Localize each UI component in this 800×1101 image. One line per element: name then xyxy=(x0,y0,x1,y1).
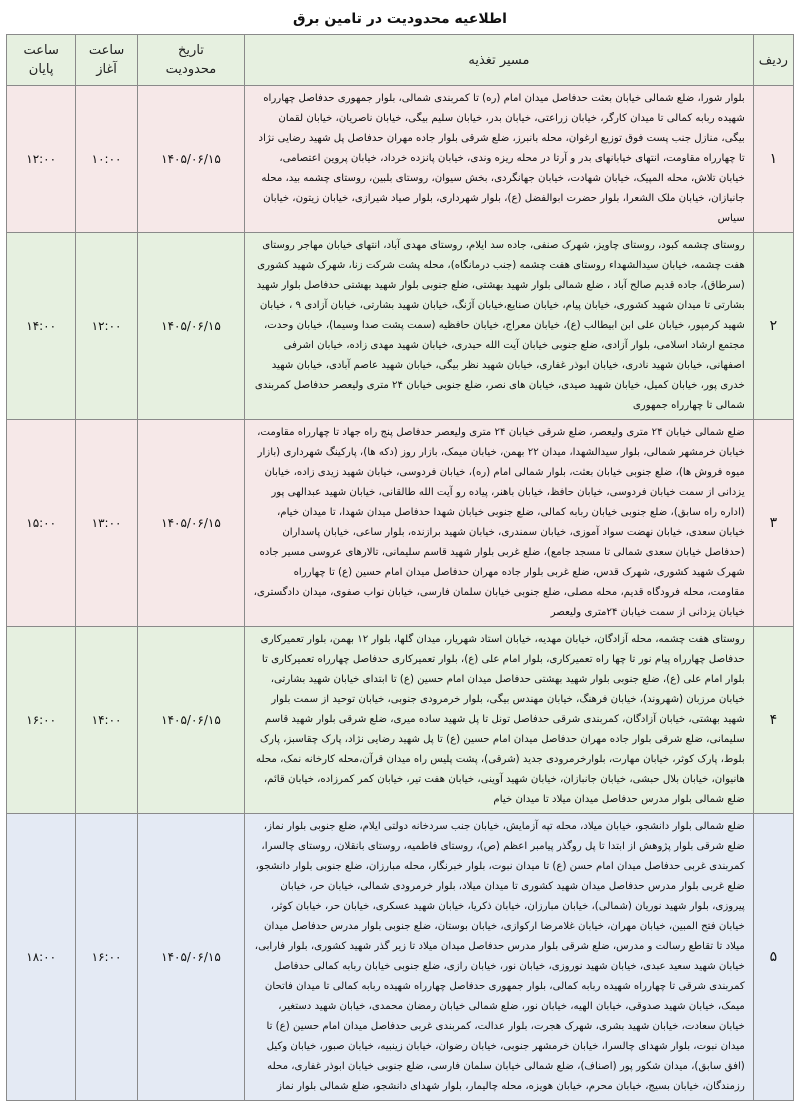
header-end-time: ساعت پایان xyxy=(7,35,76,86)
date-cell: ۱۴۰۵/۰۶/۱۵ xyxy=(137,814,244,1101)
row-number: ۳ xyxy=(753,420,793,627)
route-cell: روستای چشمه کبود، روستای چاویز، شهرک صنفی، جاده سد ایلام، روستای مهدی آباد، انتهای خیابان مهاجر روستای هفت چشمه، خیابان سیدالشهداء روستای هفت چشمه (جنب درمانگاه)، محله پشت شرکت زنا، شهرک شهید کشوری (سرطاق)، جاده قدیم صالح آباد ، ضلع شمالی بلوار شهید بهشتی، ضلع جنوبی بلوار شهید بهشتی حدفاصل بلوار شهید بشارتی تا میدان شهید کشوری، خیابان پیام، خیابان صنایع،خیابان آژنگ، خیابان شهید بشارتی، خیابان آزادی ۹ ، خیابان شهید کرمپور، خیابان علی ابن ابیطالب (ع)، خیابان معراج، خیابان حافظیه (سمت پشت صدا وسیما)، خیابان وحدت، مجتمع ارشاد اسلامی، بلوار آزادی، ضلع جنوبی خیابان آیت الله حیدری، خیابان شهید مهدی زاده، خیابان اشرفی اصفهانی، خیابان شهید نادری، خیابان ابوذر غفاری، خیابان شهید نظر بیگی، خیابان شهید عاصم آبادی، خیابان شهید خدری پور، خیابان کمیل، خیابان شهید صیدی، خیابان های نصر، ضلع جنوبی خیابان ۲۴ متری ولیعصر حدفاصل کمربندی شمالی تا چهارراه جمهوری xyxy=(245,233,754,420)
header-start-time: ساعت آغاز xyxy=(76,35,137,86)
table-row xyxy=(7,627,794,814)
end-time-cell: ۱۸:۰۰ xyxy=(7,814,76,1101)
row-number: ۵ xyxy=(753,814,793,1101)
page-title: اطلاعیه محدودیت در تامین برق xyxy=(293,11,507,27)
start-time-cell: ۱۲:۰۰ xyxy=(76,233,137,420)
row-number: ۲ xyxy=(753,233,793,420)
header-date: تاریخ محدودیت xyxy=(137,35,244,86)
table-row xyxy=(7,814,794,1101)
route-cell: روستای هفت چشمه، محله آزادگان، خیابان مهدیه، خیابان استاد شهریار، میدان گلها، بلوار ۱۲ بهمن، بلوار تعمیرکاری حدفاصل چهارراه پیام نور تا چها راه تعمیرکاری، بلوار امام علی (ع)، بلوار تعمیرکاری حدفاصل چهارراه تعمیرکاری تا بلوار امام علی (ع)، ضلع جنوبی بلوار شهید بهشتی حدفاصل میدان امام حسین (ع) تا ابتدای خیابان شهید بشارتی، خیابان مرزبان (شهروند)، خیابان فرهنگ، خیابان مهندس بیگی، بلوار خرمرودی جنوبی، خیابان توحید از سمت بلوار شهید بهشتی، خیابان آزادگان، کمربندی شرقی حدفاصل تونل تا پل شهید ساده میری، ضلع شرقی بلوار شهید قاسم سلیمانی، ضلع شرقی بلوار جاده مهران حدفاصل میدان امام حسین (ع) تا پل شهید رضایی نژاد، پارک چقاسبز، پارک بلوط، پارک کوثر، خیابان مهارت، بلوارخرمرودی جدید (شرقی)، پشت پلیس راه میدان قرآن،محله کارخانه نمک، محله هانیوان، خیابان بلال حبشی، خیابان جانبازان، خیابان شهید آوینی، خیابان هفت تیر، خیابان کمر کمرزاده، خیابان قائم، ضلع شمالی بلوار مدرس حدفاصل میدان میلاد تا میدان خیام xyxy=(245,627,754,814)
table-row xyxy=(7,233,794,420)
start-time-cell: ۱۶:۰۰ xyxy=(76,814,137,1101)
outage-schedule-table xyxy=(6,34,794,1101)
end-time-cell: ۱۲:۰۰ xyxy=(7,86,76,233)
date-cell: ۱۴۰۵/۰۶/۱۵ xyxy=(137,233,244,420)
route-cell: ضلع شمالی بلوار دانشجو، خیابان میلاد، محله تپه آزمایش، خیابان جنب سردخانه دولتی ایلام، ضلع جنوبی بلوار نماز، ضلع شرقی بلوار پژوهش از ابتدا تا پل روگذر پیامبر اعظم (ص)، روستای فاطمیه، روستای بانقلان، روستای چالسرا، کمربندی غربی حدفاصل میدان امام حسن (ع) تا میدان نبوت، بلوار خبرنگار، محله مبارزان، ضلع جنوبی بلوار دانشجو، ضلع غربی بلوار مدرس حدفاصل میدان شهید کشوری تا میدان میلاد، بلوار خرمرودی شمالی، خیابان حر، خیابان پیروزی، بلوار شهید نوریان (شمالی)، خیابان مبارزان، خیابان ذکریا، خیابان شهید عسکری، خیابان حر، خیابان کوثر، خیابان فتح المبین، خیابان مهران، خیابان غلامرضا ارکوازی، خیابان بوستان، ضلع جنوبی بلوار مدرس حدفاصل میدان میلاد تا تقاطع رسالت و مدرس، ضلع شرقی بلوار مدرس حدفاصل میدان میلاد تا زیر گذر شهید کشوری، بلوار فارابی، خیابان شهید سعید عبدی، خیابان شهید نوروزی، خیابان نور، خیابان رازی، ضلع جنوبی خیابان ربابه کمالی حدفاصل کمربندی شرقی تا چهارراه شهیده ربابه کمالی، بلوار جمهوری حدفاصل چهارراه شهیده ربابه کمالی تا میدان فاتحان میمک، خیابان شهید صدوقی، خیابان الهیه، خیابان نور، ضلع شمالی خیابان رمضان محمدی، خیابان شهید دستغیر، خیابان سعادت، خیابان شهید بشری، شهرک هجرت، بلوار عدالت، کمربندی غربی حدفاصل میدان امام حسین (ع) تا میدان نبوت، بلوار شهدای چالسرا، خیابان خرمشهر جنوبی، خیابان رضوان، خیابان زینبیه، خیابان صبور، خیابان وکیل (افق سابق)، میدان شکور پور (اصناف)، ضلع شمالی خیابان سلمان فارسی، ضلع جنوبی خیابان ابوذر غفاری، محله رزمندگان، خیابان بسیج، خیابان محرم، خیابان هویزه، محله چالیمار، بلوار شهدای دانشجو، ضلع شمالی بلوار نماز xyxy=(245,814,754,1101)
row-number: ۱ xyxy=(753,86,793,233)
date-cell: ۱۴۰۵/۰۶/۱۵ xyxy=(137,86,244,233)
date-cell: ۱۴۰۵/۰۶/۱۵ xyxy=(137,627,244,814)
table-header-row xyxy=(7,35,794,86)
route-cell: بلوار شورا، ضلع شمالی خیابان بعثت حدفاصل میدان امام (ره) تا کمربندی شمالی، بلوار جمهوری حدفاصل چهارراه شهیده ربابه کمالی تا میدان کارگر، خیابان زراعتی، خیابان بدر، خیابان سلیم بیگی، خیابان ناصریان، خیابان لقمان بیگی، منازل جنب پست فوق توزیع ارغوان، محله بانبرز، ضلع شرقی بلوار جاده مهران حدفاصل پل شهید رضایی نژاد تا چهارراه مقاومت، انتهای خیابانهای بدر و آرتا در محله ریزه وندی، خیابان پانزده خرداد، خیابان پروین اعتصامی، خیابان تلاش، محله المپیک، خیابان شهادت، خیابان جهانگردی، بخش سیوان، روستای بلبین، روستای چشمه بید، محله جانبازان، خیابان ملک الشعرا، بلوار حضرت ابوالفضل (ع)، بلوار شهرداری، بلوار صیاد شیرازی، خیابان زیتون، خیابان سیاس xyxy=(245,86,754,233)
start-time-cell: ۱۰:۰۰ xyxy=(76,86,137,233)
end-time-cell: ۱۴:۰۰ xyxy=(7,233,76,420)
start-time-cell: ۱۴:۰۰ xyxy=(76,627,137,814)
start-time-cell: ۱۳:۰۰ xyxy=(76,420,137,627)
header-row-number: ردیف xyxy=(753,35,793,86)
table-row xyxy=(7,420,794,627)
route-cell: ضلع شمالی خیابان ۲۴ متری ولیعصر، ضلع شرقی خیابان ۲۴ متری ولیعصر حدفاصل پنج راه جهاد تا چهارراه مقاومت، خیابان خرمشهر شمالی، بلوار سیدالشهدا، میدان ۲۲ بهمن، خیابان میمک، بازار روز (دکه ها)، پارکینگ شهرداری (بازار میوه فروش ها)، ضلع جنوبی خیابان بعثت، بلوار شمالی امام (ره)، خیابان فردوسی، خیابان شهید زیدی زاده، خیابان یزدانی از سمت خیابان فردوسی، خیابان حافظ، خیابان باهنر، پیاده رو آیت الله طالقانی، خیابان شهید عبدالهی پور (اداره راه سابق)، ضلع جنوبی خیابان ربابه کمالی، ضلع جنوبی خیابان شهدا حدفاصل میدان شهدا، تا میدان خیام، خیابان سعدی، خیابان نهضت سواد آموزی، خیابان سمندری، خیابان شهید برازنده، بلوار ساعی، خیابان پاسداران (حدفاصل خیابان سعدی شمالی تا مسجد جامع)، ضلع غربی بلوار شهید قاسم سلیمانی، تالارهای عروسی مسیر جاده شهرک شهید کشوری، شهرک قدس، ضلع غربی بلوار جاده مهران حدفاصل میدان امام حسین (ع) تا چهارراه مقاومت، محله فرودگاه قدیم، محله مصلی، ضلع جنوبی خیابان سلمان فارسی، خیابان نواب صفوی، میدان دادگستری، خیابان یزدانی از سمت خیابان ۲۴متری ولیعصر xyxy=(245,420,754,627)
date-cell: ۱۴۰۵/۰۶/۱۵ xyxy=(137,420,244,627)
end-time-cell: ۱۶:۰۰ xyxy=(7,627,76,814)
header-route: مسیر تغذیه xyxy=(245,35,754,86)
table-row xyxy=(7,86,794,233)
end-time-cell: ۱۵:۰۰ xyxy=(7,420,76,627)
row-number: ۴ xyxy=(753,627,793,814)
